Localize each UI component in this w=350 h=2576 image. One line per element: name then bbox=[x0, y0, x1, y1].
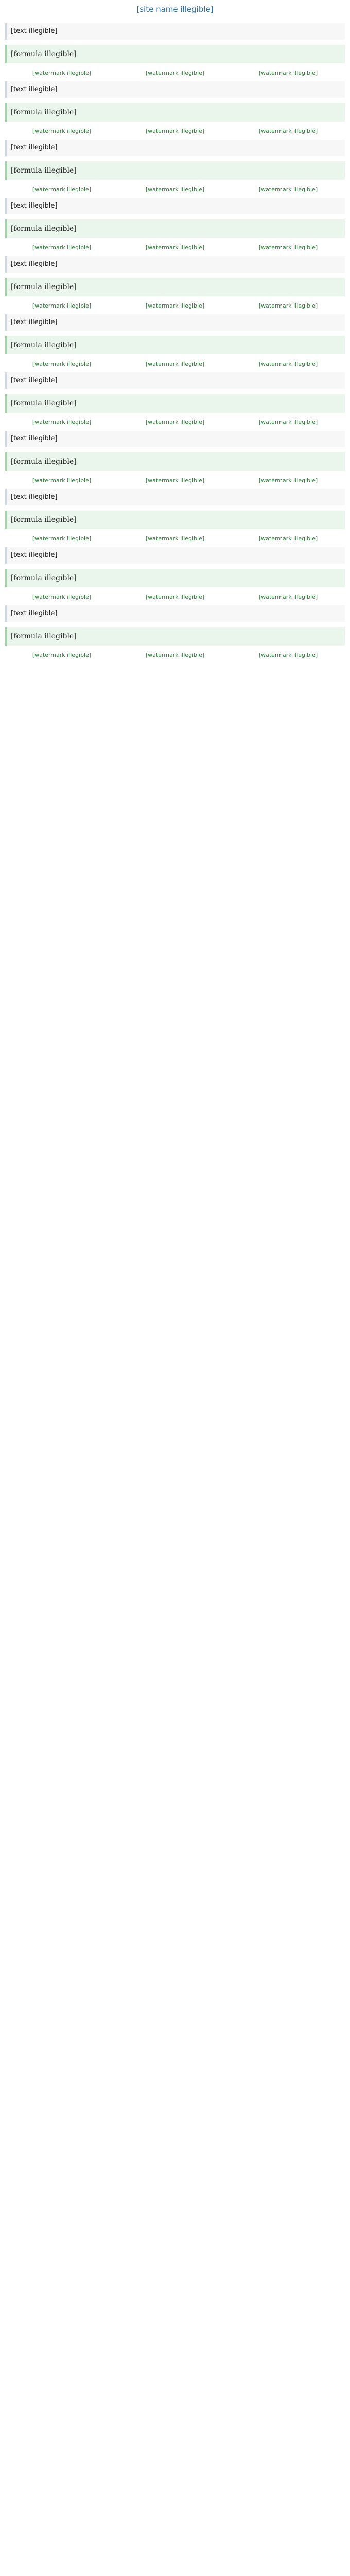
paragraph: [text illegible] bbox=[5, 605, 345, 622]
watermark-text: [watermark illegible] bbox=[32, 186, 92, 193]
watermark-text: [watermark illegible] bbox=[258, 652, 318, 658]
watermark-text: [watermark illegible] bbox=[258, 302, 318, 309]
watermark-text: [watermark illegible] bbox=[145, 361, 205, 367]
watermark-text: [watermark illegible] bbox=[32, 594, 92, 600]
site-header bbox=[0, 0, 350, 19]
watermark-text: [watermark illegible] bbox=[145, 652, 205, 658]
watermark-text: [watermark illegible] bbox=[32, 302, 92, 309]
watermark-text: [watermark illegible] bbox=[32, 128, 92, 134]
paragraph: [text illegible] bbox=[5, 547, 345, 564]
watermark-text: [watermark illegible] bbox=[258, 535, 318, 542]
site-name-link[interactable]: [site name illegible] bbox=[136, 5, 214, 14]
formula-block: [formula illegible] bbox=[5, 278, 345, 296]
formula-block: [formula illegible] bbox=[5, 394, 345, 413]
watermark-text: [watermark illegible] bbox=[32, 477, 92, 484]
watermark-row bbox=[5, 128, 345, 134]
watermark-text: [watermark illegible] bbox=[32, 419, 92, 426]
watermark-text: [watermark illegible] bbox=[145, 594, 205, 600]
watermark-text: [watermark illegible] bbox=[145, 70, 205, 76]
paragraph: [text illegible] bbox=[5, 431, 345, 447]
paragraph: [text illegible] bbox=[5, 140, 345, 156]
paragraph: [text illegible] bbox=[5, 256, 345, 273]
watermark-text: [watermark illegible] bbox=[32, 244, 92, 251]
watermark-text: [watermark illegible] bbox=[145, 477, 205, 484]
watermark-text: [watermark illegible] bbox=[258, 244, 318, 251]
formula-block: [formula illegible] bbox=[5, 161, 345, 180]
watermark-row bbox=[5, 361, 345, 367]
paragraph: [text illegible] bbox=[5, 81, 345, 98]
document-body bbox=[0, 19, 350, 668]
watermark-text: [watermark illegible] bbox=[258, 477, 318, 484]
paragraph: [text illegible] bbox=[5, 372, 345, 389]
watermark-text: [watermark illegible] bbox=[145, 244, 205, 251]
watermark-row bbox=[5, 477, 345, 484]
watermark-text: [watermark illegible] bbox=[145, 186, 205, 193]
formula-block: [formula illegible] bbox=[5, 336, 345, 354]
watermark-row bbox=[5, 594, 345, 600]
formula-block: [formula illegible] bbox=[5, 452, 345, 471]
watermark-text: [watermark illegible] bbox=[258, 186, 318, 193]
formula-block: [formula illegible] bbox=[5, 627, 345, 646]
watermark-text: [watermark illegible] bbox=[258, 128, 318, 134]
formula-block: [formula illegible] bbox=[5, 569, 345, 587]
watermark-text: [watermark illegible] bbox=[145, 535, 205, 542]
watermark-text: [watermark illegible] bbox=[145, 128, 205, 134]
watermark-row bbox=[5, 302, 345, 309]
content-blocks bbox=[5, 23, 345, 658]
watermark-row bbox=[5, 652, 345, 658]
watermark-text: [watermark illegible] bbox=[258, 594, 318, 600]
paragraph: [text illegible] bbox=[5, 198, 345, 214]
watermark-text: [watermark illegible] bbox=[145, 302, 205, 309]
watermark-text: [watermark illegible] bbox=[32, 535, 92, 542]
formula-block: [formula illegible] bbox=[5, 103, 345, 122]
watermark-text: [watermark illegible] bbox=[258, 419, 318, 426]
paragraph: [text illegible] bbox=[5, 489, 345, 505]
watermark-text: [watermark illegible] bbox=[145, 419, 205, 426]
formula-block: [formula illegible] bbox=[5, 219, 345, 238]
watermark-row bbox=[5, 419, 345, 426]
watermark-text: [watermark illegible] bbox=[258, 361, 318, 367]
watermark-text: [watermark illegible] bbox=[32, 652, 92, 658]
paragraph: [text illegible] bbox=[5, 23, 345, 40]
watermark-text: [watermark illegible] bbox=[32, 361, 92, 367]
watermark-text: [watermark illegible] bbox=[32, 70, 92, 76]
watermark-row bbox=[5, 535, 345, 542]
paragraph: [text illegible] bbox=[5, 314, 345, 331]
formula-block: [formula illegible] bbox=[5, 45, 345, 63]
watermark-text: [watermark illegible] bbox=[258, 70, 318, 76]
watermark-row bbox=[5, 244, 345, 251]
watermark-row bbox=[5, 186, 345, 193]
formula-block: [formula illegible] bbox=[5, 511, 345, 529]
watermark-row bbox=[5, 70, 345, 76]
